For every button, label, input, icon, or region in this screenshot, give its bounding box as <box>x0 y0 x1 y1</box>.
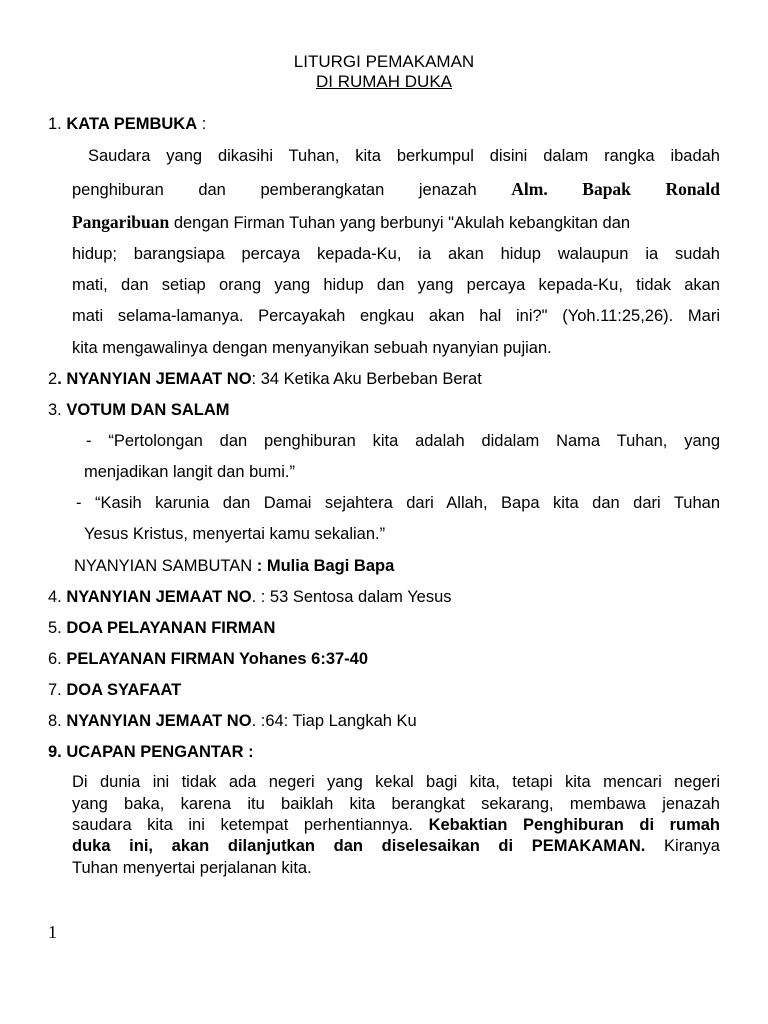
section-3-heading: 3. VOTUM DAN SALAM <box>48 401 230 419</box>
section-3-quote-1a: - “Pertolongan dan penghiburan kita adalah didalam Nama Tuhan, yang <box>86 432 720 450</box>
section-5: 5. DOA PELAYANAN FIRMAN <box>48 619 276 637</box>
section-1-line-2: penghiburan dan pemberangkatan jenazah Alm. Bapak Ronald <box>72 179 720 199</box>
section-4: 4. NYANYIAN JEMAAT NO. : 53 Sentosa dalam Yesus <box>48 588 452 606</box>
section-1-heading: 1. KATA PEMBUKA : <box>48 115 207 133</box>
section-9-line-3: saudara kita ini ketempat perhentiannya. Kebaktian Penghiburan di rumah <box>72 816 720 834</box>
section-9-heading: 9. UCAPAN PENGANTAR : <box>48 743 254 761</box>
title-line-2: DI RUMAH DUKA <box>315 72 452 91</box>
section-7: 7. DOA SYAFAAT <box>48 681 182 699</box>
section-9-line-1: Di dunia ini tidak ada negeri yang kekal bagi kita, tetapi kita mencari negeri <box>72 773 720 791</box>
section-3-quote-1b: menjadikan langit dan bumi.” <box>84 463 295 481</box>
page-number: 1 <box>48 922 57 942</box>
section-1-line-5: mati, dan setiap orang yang hidup dan yang percaya kepada-Ku, tidak akan <box>72 276 720 294</box>
section-9-line-4: duka ini, akan dilanjutkan dan diselesaikan di PEMAKAMAN. Kiranya <box>72 837 720 855</box>
section-3-sambutan: NYANYIAN SAMBUTAN : Mulia Bagi Bapa <box>74 557 395 575</box>
section-1-line-7: kita mengawalinya dengan menyanyikan sebuah nyanyian pujian. <box>72 339 552 357</box>
section-3-quote-2a: - “Kasih karunia dan Damai sejahtera dari Allah, Bapa kita dan dari Tuhan <box>76 494 720 512</box>
section-3-quote-2b: Yesus Kristus, menyertai kamu sekalian.” <box>84 525 386 543</box>
section-1-line-1: Saudara yang dikasihi Tuhan, kita berkumpul disini dalam rangka ibadah <box>88 147 720 165</box>
section-1-line-3: Pangaribuan dengan Firman Tuhan yang berbunyi "Akulah kebangkitan dan <box>72 212 631 232</box>
title-line-1: LITURGI PEMAKAMAN <box>293 52 475 71</box>
section-9-line-2: yang baka, karena itu baiklah kita berangkat sekarang, membawa jenazah <box>72 795 720 813</box>
section-1-line-6: mati selama-lamanya. Percayakah engkau akan hal ini?" (Yoh.11:25,26). Mari <box>72 307 720 325</box>
section-8: 8. NYANYIAN JEMAAT NO. :64: Tiap Langkah Ku <box>48 712 417 730</box>
section-6: 6. PELAYANAN FIRMAN Yohanes 6:37-40 <box>48 650 369 668</box>
section-1-line-4: hidup; barangsiapa percaya kepada-Ku, ia akan hidup walaupun ia sudah <box>72 245 720 263</box>
section-9-line-5: Tuhan menyertai perjalanan kita. <box>72 859 312 877</box>
section-2: 2. NYANYIAN JEMAAT NO: 34 Ketika Aku Berbeban Berat <box>48 370 482 388</box>
